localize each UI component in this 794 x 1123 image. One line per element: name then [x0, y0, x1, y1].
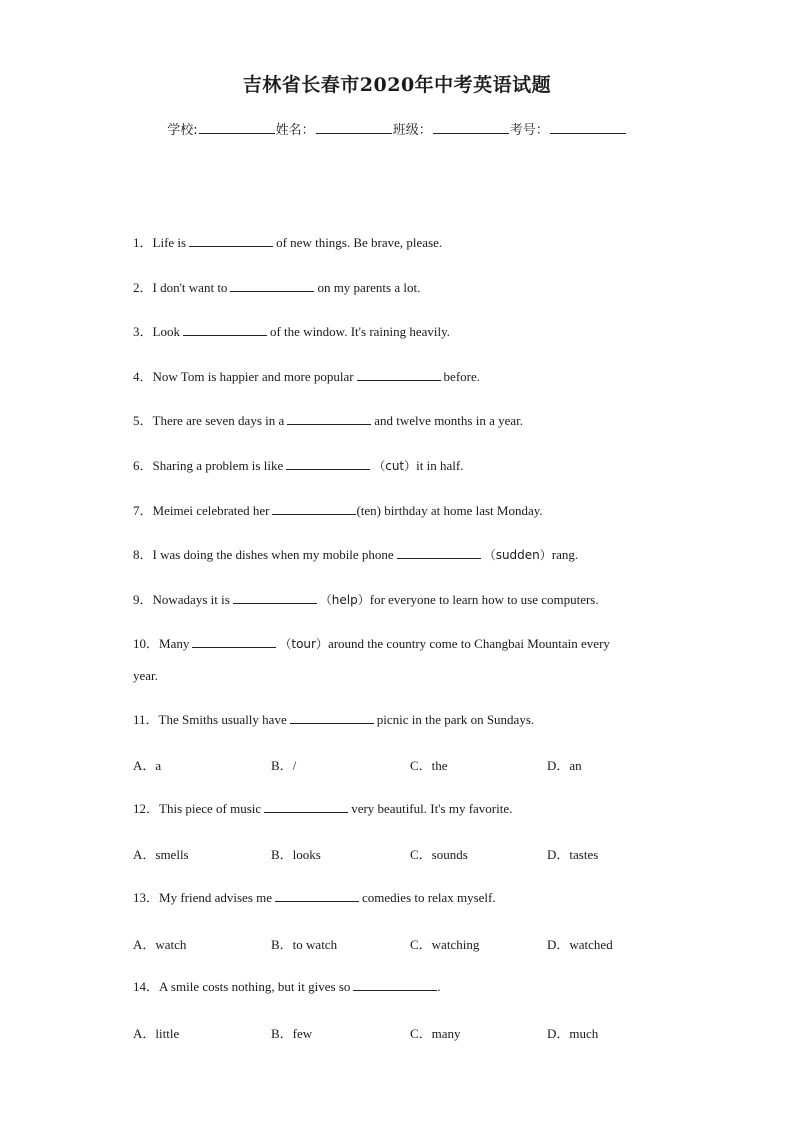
question-12: 12．This piece of music very beautiful. It's my favorite.: [133, 801, 513, 816]
name-blank[interactable]: [316, 120, 392, 134]
option-d[interactable]: D．an: [547, 758, 582, 773]
option-b[interactable]: B．to watch: [271, 937, 338, 952]
option-c[interactable]: C．many: [410, 1026, 461, 1041]
question-13: 13．My friend advises me comedies to relax myself.: [133, 890, 496, 905]
option-a[interactable]: A．smells: [133, 847, 189, 862]
answer-blank-9[interactable]: [233, 591, 317, 604]
answer-blank-3[interactable]: [183, 323, 267, 336]
school-blank[interactable]: [199, 120, 275, 134]
question-3: 3．Look of the window. It's raining heavily.: [133, 324, 451, 339]
question-1: 1．Life is of new things. Be brave, please.: [133, 235, 443, 250]
options-14: [133, 1023, 653, 1039]
class-label: 班级：: [392, 123, 432, 138]
answer-blank-1[interactable]: [189, 234, 273, 247]
word-hint: （cut）: [373, 459, 417, 473]
option-a[interactable]: A．little: [133, 1026, 180, 1041]
answer-blank-2[interactable]: [230, 279, 314, 292]
answer-blank-7[interactable]: [272, 502, 356, 515]
question-6: 6．Sharing a problem is like （cut）it in half.: [133, 458, 464, 473]
question-4: 4．Now Tom is happier and more popular before.: [133, 369, 480, 384]
question-9: 9．Nowadays it is （help）for everyone to learn how to use computers.: [133, 592, 599, 607]
student-info-line: [0, 119, 794, 138]
answer-blank-8[interactable]: [397, 546, 481, 559]
question-2: 2．I don't want to on my parents a lot.: [133, 280, 421, 295]
option-b[interactable]: B．looks: [271, 847, 321, 862]
question-7: 7．Meimei celebrated her (ten) birthday at home last Monday.: [133, 503, 543, 518]
options-11: [133, 755, 653, 771]
question-14: 14．A smile costs nothing, but it gives so .: [133, 979, 441, 994]
answer-blank-5[interactable]: [287, 412, 371, 425]
page-title: 吉林省长春市2020年中考英语试题: [242, 74, 552, 96]
option-d[interactable]: D．much: [547, 1026, 599, 1041]
option-b[interactable]: B．/: [271, 758, 297, 773]
answer-blank-4[interactable]: [357, 368, 441, 381]
answer-blank-6[interactable]: [286, 457, 370, 470]
answer-blank-13[interactable]: [275, 889, 359, 902]
answer-blank-11[interactable]: [290, 711, 374, 724]
class-blank[interactable]: [433, 120, 509, 134]
option-c[interactable]: C．watching: [410, 937, 480, 952]
word-hint: （sudden）: [483, 548, 552, 562]
option-a[interactable]: A．a: [133, 758, 162, 773]
answer-blank-14[interactable]: [353, 978, 437, 991]
option-c[interactable]: C．sounds: [410, 847, 468, 862]
word-hint: (ten): [356, 503, 381, 518]
school-label: 学校:: [167, 123, 198, 138]
option-d[interactable]: D．watched: [547, 937, 613, 952]
answer-blank-12[interactable]: [264, 800, 348, 813]
word-hint: （help）: [319, 593, 370, 607]
option-d[interactable]: D．tastes: [547, 847, 599, 862]
name-label: 姓名：: [275, 123, 315, 138]
option-a[interactable]: A．watch: [133, 937, 187, 952]
option-c[interactable]: C．the: [410, 758, 448, 773]
exam-number-blank[interactable]: [550, 120, 626, 134]
word-hint: （tour）: [279, 637, 328, 651]
answer-blank-10[interactable]: [192, 635, 276, 648]
options-13: [133, 934, 653, 950]
options-12: [133, 844, 653, 860]
question-11: 11．The Smiths usually have picnic in the park on Sundays.: [133, 712, 535, 727]
question-10: 10．Many （tour）around the country come to Changbai Mountain every year.: [133, 636, 610, 683]
exam-number-label: 考号：: [509, 123, 549, 138]
question-5: 5．There are seven days in a and twelve months in a year.: [133, 413, 524, 428]
option-b[interactable]: B．few: [271, 1026, 313, 1041]
question-8: 8．I was doing the dishes when my mobile phone （sudden）rang.: [133, 547, 579, 562]
